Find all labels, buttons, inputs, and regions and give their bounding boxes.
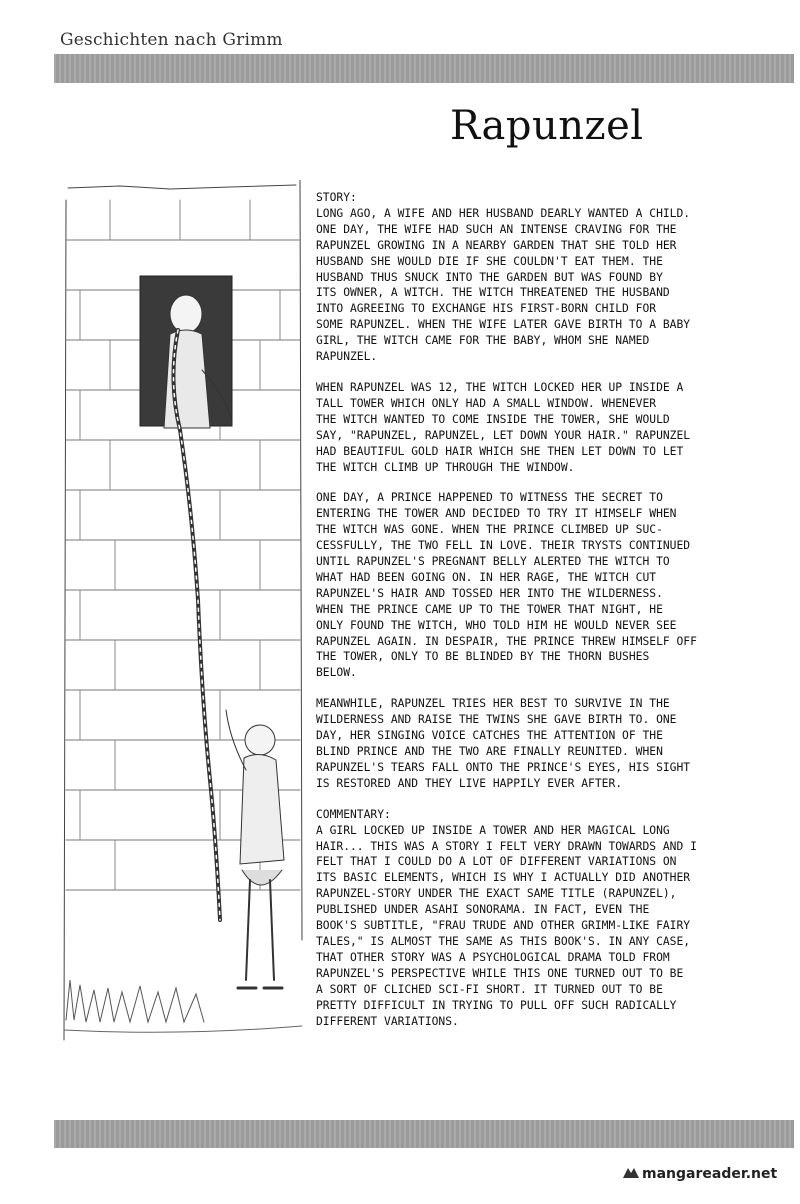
watermark — [622, 1166, 777, 1182]
story-paragraph-3: ONE DAY, A PRINCE HAPPENED TO WITNESS THE SECRET TO ENTERING THE TOWER AND DECIDED TO TRY IT HIMSELF WHEN THE WITCH WAS GONE. WHEN THE PRINCE CLIMBED UP SUC- CESSFULLY, THE TWO FELL IN LOVE. THEIR TRYSTS CONTINUED UNTIL RAPUNZEL'S PREGNANT BELLY ALERTED THE WITCH TO WHAT HAD BEEN GOING ON. IN HER RAGE, THE WITCH CUT RAPUNZEL'S HAIR AND TOSSED HER INTO THE WILDERNESS. WHEN THE PRINCE CAME UP TO THE TOWER THAT NIGHT, HE ONLY FOUND THE WITCH, WHO TOLD HIM HE WOULD NEVER SEE RAPUNZEL AGAIN. IN DESPAIR, THE PRINCE THREW HIMSELF OFF THE TOWER, ONLY TO BE BLINDED BY THE THORN BUSHES BELOW. — [316, 491, 697, 680]
story-heading: STORY: — [316, 191, 357, 204]
story-text-block — [316, 190, 786, 1044]
header-band — [54, 54, 794, 83]
story-paragraph-2: WHEN RAPUNZEL WAS 12, THE WITCH LOCKED HER UP INSIDE A TALL TOWER WHICH ONLY HAD A SMALL WINDOW. WHENEVER THE WITCH WANTED TO COME INSIDE THE TOWER, SHE WOULD SAY, "RAPUNZEL, RAPUNZEL, LET DOWN YOUR HAIR." RAPUNZEL HAD BEAUTIFUL GOLD HAIR WHICH SHE THEN LET DOWN TO LET THE WITCH CLIMB UP THROUGH THE WINDOW. — [316, 380, 691, 474]
watermark-text: mangareader.net — [642, 1166, 778, 1182]
manga-logo-icon — [622, 1166, 640, 1180]
commentary-heading: COMMENTARY: — [316, 807, 391, 821]
commentary-paragraph: A GIRL LOCKED UP INSIDE A TOWER AND HER MAGICAL LONG HAIR... THIS WAS A STORY I FELT VERY DRAWN TOWARDS AND I FELT THAT I COULD DO A LOT OF DIFFERENT VARIATIONS ON ITS BASIC ELEMENTS, WHICH IS WHY I ACTUALLY DID ANOTHER RAPUNZEL-STORY UNDER THE EXACT SAME TITLE (RAPUNZEL), PUBLISHED UNDER ASAHI SONORAMA. IN FACT, EVEN THE BOOK'S SUBTITLE, "FRAU TRUDE AND OTHER GRIMM-LIKE FAIRY TALES," IS ALMOST THE SAME AS THIS BOOK'S. IN ANY CASE, THAT OTHER STORY WAS A PSYCHOLOGICAL DRAMA TOLD FROM RAPUNZEL'S PERSPECTIVE WHILE THIS ONE TURNED OUT TO BE A SORT OF CLICHED SCI-FI SHORT. IT TURNED OUT TO BE PRETTY DIFFICULT IN TRYING TO PULL OFF SUCH RADICALLY DIFFERENT VARIATIONS. — [316, 823, 697, 1028]
story-paragraph-4: MEANWHILE, RAPUNZEL TRIES HER BEST TO SURVIVE IN THE WILDERNESS AND RAISE THE TWINS SHE GAVE BIRTH TO. ONE DAY, HER SINGING VOICE CATCHES THE ATTENTION OF THE BLIND PRINCE AND THE TWO ARE FINALLY REUNITED. WHEN RAPUNZEL'S TEARS FALL ONTO THE PRINCE'S EYES, HIS SIGHT IS RESTORED AND THEY LIVE HAPPILY EVER AFTER. — [316, 697, 691, 790]
chapter-title: Rapunzel — [450, 103, 644, 149]
footer-band — [54, 1120, 794, 1148]
book-title: Geschichten nach Grimm — [60, 30, 283, 50]
story-paragraph-1: LONG AGO, A WIFE AND HER HUSBAND DEARLY WANTED A CHILD. ONE DAY, THE WIFE HAD SUCH AN INTENSE CRAVING FOR THE RAPUNZEL GROWING IN A NEARBY GARDEN THAT SHE TOLD HER HUSBAND SHE WOULD DIE IF SHE COULDN'T EAT THEM. THE HUSBAND THUS SNUCK INTO THE GARDEN BUT WAS FOUND BY ITS OWNER, A WITCH. THE WITCH THREATENED THE HUSBAND INTO AGREEING TO EXCHANGE HIS FIRST-BORN CHILD FOR SOME RAPUNZEL. WHEN THE WIFE LATER GAVE BIRTH TO A BABY GIRL, THE WITCH CAME FOR THE BABY, WHOM SHE NAMED RAPUNZEL. — [316, 206, 691, 364]
tower-illustration — [60, 180, 308, 1060]
